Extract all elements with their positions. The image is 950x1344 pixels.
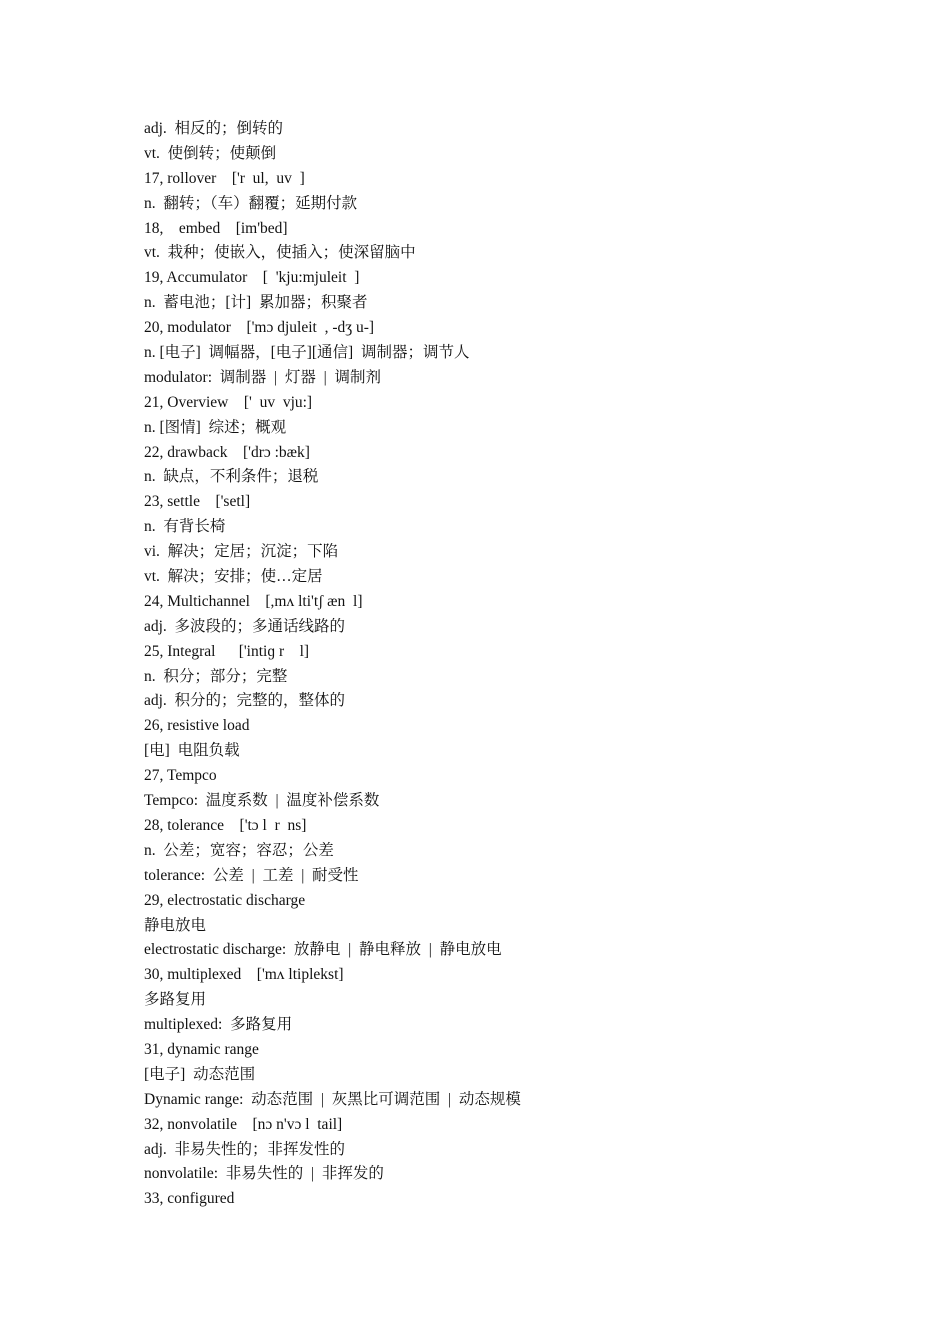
text-line: adj. 相反的；倒转的 bbox=[144, 120, 284, 137]
text-line: n. 翻转；（车）翻覆；延期付款 bbox=[144, 194, 358, 212]
text-line: 30, multiplexed ['mʌ ltiplekst] bbox=[144, 966, 344, 984]
glossary-lines bbox=[144, 117, 904, 1212]
text-line: 29, electrostatic discharge bbox=[144, 891, 306, 909]
text-line: 静电放电 bbox=[144, 916, 207, 934]
text-line: vt. 栽种；使嵌入，使插入；使深留脑中 bbox=[144, 244, 416, 262]
text-line: n. 公差；宽容；容忍；公差 bbox=[144, 841, 334, 859]
text-line: 21, Overview [' uv vju:] bbox=[144, 393, 313, 411]
text-line: multiplexed: 多路复用 bbox=[144, 1016, 293, 1034]
text-line: n. 蓄电池；[计] 累加器；积聚者 bbox=[144, 294, 368, 312]
text-line: 27, Tempco bbox=[144, 767, 217, 785]
text-line: 25, Integral ['intiɡ r l] bbox=[144, 642, 310, 660]
text-line: 多路复用 bbox=[144, 991, 207, 1009]
text-line: vi. 解决；定居；沉淀；下陷 bbox=[144, 543, 339, 561]
text-line: 24, Multichannel [,mʌ lti'tʃ æn l] bbox=[144, 592, 363, 610]
text-line: nonvolatile: 非易失性的 | 非挥发的 bbox=[144, 1165, 384, 1183]
text-line: 23, settle ['setl] bbox=[144, 493, 251, 511]
text-line: adj. 非易失性的；非挥发性的 bbox=[144, 1140, 346, 1158]
text-line: 17, rollover ['r ul, uv ] bbox=[144, 169, 305, 187]
text-line: vt. 解决；安排；使…定居 bbox=[144, 568, 323, 586]
text-line: n. [图情] 综述；概观 bbox=[144, 418, 287, 436]
text-line: 28, tolerance ['tɔ l r ns] bbox=[144, 816, 307, 834]
text-line: 33, configured bbox=[144, 1190, 235, 1208]
text-line: adj. 多波段的；多通话线路的 bbox=[144, 617, 346, 635]
text-line: 19, Accumulator [ 'kju:mjuleit ] bbox=[144, 269, 360, 287]
text-line: [电子] 动态范围 bbox=[144, 1065, 256, 1083]
text-line: 18, embed [im'bed] bbox=[144, 219, 288, 237]
text-line: electrostatic discharge: 放静电 | 静电释放 | 静电放电 bbox=[144, 941, 502, 959]
text-line: [电] 电阻负载 bbox=[144, 742, 240, 760]
text-line: n. 缺点，不利条件；退税 bbox=[144, 468, 319, 486]
text-line: Dynamic range: 动态范围 | 灰黑比可调范围 | 动态规模 bbox=[144, 1090, 521, 1108]
text-line: n. [电子] 调幅器，[电子][通信] 调制器；调节人 bbox=[144, 344, 470, 362]
text-line: vt. 使倒转；使颠倒 bbox=[144, 144, 277, 162]
text-line: 32, nonvolatile [nɔ n'vɔ l tail] bbox=[144, 1115, 343, 1133]
text-line: n. 积分；部分；完整 bbox=[144, 667, 288, 685]
text-line: 31, dynamic range bbox=[144, 1040, 259, 1058]
text-line: 22, drawback ['drɔ :bæk] bbox=[144, 443, 310, 461]
text-line: 26, resistive load bbox=[144, 717, 250, 735]
text-line: 20, modulator ['mɔ djuleit , -dʒ u-] bbox=[144, 319, 375, 337]
text-line: n. 有背长椅 bbox=[144, 518, 226, 536]
text-line: adj. 积分的；完整的，整体的 bbox=[144, 692, 346, 710]
text-line: modulator: 调制器 | 灯器 | 调制剂 bbox=[144, 368, 381, 386]
text-line: Tempco: 温度系数 | 温度补偿系数 bbox=[144, 792, 380, 810]
text-line: tolerance: 公差 | 工差 | 耐受性 bbox=[144, 866, 359, 884]
